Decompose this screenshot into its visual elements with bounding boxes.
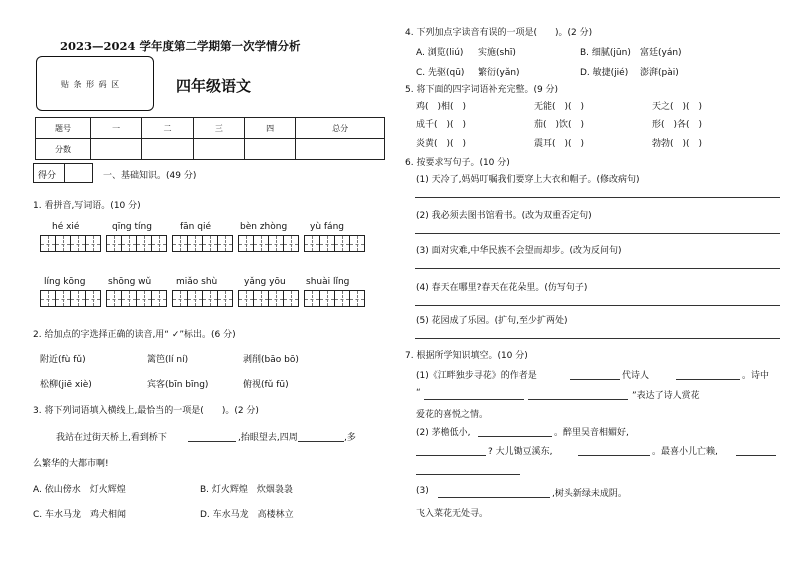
idiom-blank[interactable]: 无能( )( ) [534, 102, 585, 112]
q3-option[interactable]: B. 灯火辉煌 炊烟袅袅 [200, 485, 293, 495]
writing-grid[interactable] [172, 290, 232, 307]
page-title: 2023—2024 学年度第二学期第一次学情分析 [60, 39, 301, 53]
q6-item: (4) 春天在哪里?春天在花朵里。(仿写句子) [416, 283, 588, 293]
q7-text: 7. 根据所学知识填空。(10 分) [405, 351, 528, 361]
answer-line[interactable] [415, 305, 780, 306]
q3-sentence: 么繁华的大都市啊! [33, 459, 109, 469]
q7-line: ”表达了诗人赏花 [632, 391, 700, 401]
fill-blank[interactable] [298, 441, 344, 442]
score-header: 二 [142, 118, 193, 139]
writing-grid[interactable] [106, 290, 166, 307]
q3-option[interactable]: D. 车水马龙 高楼林立 [200, 510, 294, 520]
q7-line: ? 大儿锄豆溪东, [488, 447, 553, 457]
q4-option: 澎湃(pài) [640, 68, 679, 78]
q7-line: 爱花的喜悦之情。 [416, 410, 489, 420]
defen-label: 得分 [38, 171, 57, 181]
subject-title: 四年级语文 [176, 77, 252, 95]
q5-text: 5. 将下面的四字词语补充完整。(9 分) [405, 85, 559, 95]
fill-blank[interactable] [570, 379, 620, 380]
score-cell[interactable] [296, 139, 385, 160]
q7-line: ,树头新绿未成阴。 [552, 489, 627, 499]
q6-item: (1) 天冷了,妈妈叮嘱我们要穿上大衣和帽子。(修改病句) [416, 175, 640, 185]
answer-line[interactable] [415, 197, 780, 198]
fill-blank[interactable] [424, 399, 524, 400]
pinyin: yǎng yōu [244, 277, 286, 287]
q7-line: 。诗中 [742, 371, 770, 381]
fill-blank[interactable] [188, 441, 236, 442]
score-table [35, 117, 385, 160]
writing-grid[interactable] [106, 235, 166, 252]
q7-line: 。醉里吴音相媚好, [554, 428, 629, 438]
writing-grid[interactable] [40, 235, 100, 252]
q7-line: 。最喜小儿亡赖, [652, 447, 718, 457]
score-cell[interactable] [142, 139, 193, 160]
fill-blank[interactable] [528, 399, 628, 400]
section1-title: 一、基础知识。(49 分) [103, 171, 197, 181]
pinyin: shuài lǐng [306, 277, 350, 287]
idiom-blank[interactable]: 形( )各( ) [652, 120, 703, 130]
idiom-blank[interactable]: 鸡( )相( ) [416, 102, 467, 112]
q2-item[interactable]: 俯视(fǔ fū) [243, 380, 289, 390]
q7-line: (3) [416, 486, 429, 496]
fill-blank[interactable] [676, 379, 740, 380]
idiom-blank[interactable]: 成千( )( ) [416, 120, 467, 130]
q4-option[interactable]: C. 先驱(qū) [416, 68, 465, 78]
q2-item[interactable]: 松柳(jiē xiè) [40, 380, 92, 390]
q7-line: (2) 茅檐低小, [416, 428, 471, 438]
q3-sentence: 我站在过街天桥上,看到桥下 [56, 433, 167, 443]
q4-option[interactable]: D. 敏捷(jié) [580, 68, 629, 78]
fill-blank[interactable] [416, 455, 486, 456]
q2-item[interactable]: 宾客(bīn bīng) [147, 380, 209, 390]
fill-blank[interactable] [416, 474, 520, 475]
score-cell[interactable] [91, 139, 142, 160]
pinyin: yù fáng [310, 222, 344, 232]
score-header: 题号 [36, 118, 91, 139]
idiom-blank[interactable]: 茄( )饮( ) [534, 120, 585, 130]
writing-grid[interactable] [40, 290, 100, 307]
q3-sentence: ,多 [344, 433, 356, 443]
q3-sentence: ,抬眼望去,四周 [238, 433, 298, 443]
q2-item[interactable]: 附近(fù fǔ) [40, 355, 86, 365]
q4-option: 实施(shī) [478, 48, 516, 58]
pinyin: bèn zhòng [240, 222, 288, 232]
answer-line[interactable] [415, 268, 780, 269]
q6-text: 6. 按要求写句子。(10 分) [405, 158, 510, 168]
idiom-blank[interactable]: 震耳( )( ) [534, 139, 585, 149]
pinyin: líng kōng [44, 277, 86, 287]
fill-blank[interactable] [478, 436, 552, 437]
writing-grid[interactable] [238, 290, 298, 307]
score-label: 分数 [36, 139, 91, 160]
q4-option: 繁衍(yǎn) [478, 68, 520, 78]
q4-option[interactable]: A. 浏览(liú) [416, 48, 464, 58]
q3-option[interactable]: A. 依山傍水 灯火辉煌 [33, 485, 126, 495]
q6-item: (2) 我必须去图书馆看书。(改为双重否定句) [416, 211, 592, 221]
q1-text: 1. 看拼音,写词语。(10 分) [33, 201, 141, 211]
q7-line: 飞入菜花无处寻。 [416, 509, 489, 519]
pinyin: qīng tíng [112, 222, 152, 232]
barcode-label: 贴 条 形 码 区 [61, 80, 121, 89]
q7-line: 代诗人 [622, 371, 650, 381]
pinyin: fān qié [180, 222, 211, 232]
score-cell[interactable] [244, 139, 295, 160]
answer-line[interactable] [415, 233, 780, 234]
pinyin: miǎo shù [176, 277, 218, 287]
score-cell[interactable] [193, 139, 244, 160]
writing-grid[interactable] [304, 235, 364, 252]
q3-text: 3. 将下列词语填入横线上,最恰当的一项是( )。(2 分) [33, 406, 259, 416]
q2-item[interactable]: 篱笆(lí ní) [147, 355, 189, 365]
fill-blank[interactable] [736, 455, 776, 456]
answer-line[interactable] [415, 338, 780, 339]
q6-item: (3) 面对灾难,中华民族不会望而却步。(改为反问句) [416, 246, 622, 256]
idiom-blank[interactable]: 炎黄( )( ) [416, 139, 467, 149]
writing-grid[interactable] [238, 235, 298, 252]
q3-option[interactable]: C. 车水马龙 鸡犬相闻 [33, 510, 127, 520]
barcode-area [36, 56, 154, 111]
defen-box [33, 163, 93, 183]
pinyin: shōng wǔ [108, 277, 152, 287]
q7-line: “ [416, 388, 421, 398]
q7-line: (1)《江畔独步寻花》的作者是 [416, 371, 537, 381]
score-header: 总分 [296, 118, 385, 139]
q4-option[interactable]: B. 细腻(jūn) [580, 48, 631, 58]
fill-blank[interactable] [578, 455, 650, 456]
writing-grid[interactable] [172, 235, 232, 252]
idiom-blank[interactable]: 天之( )( ) [652, 102, 703, 112]
pinyin: hé xié [52, 222, 80, 232]
q4-option: 富廷(yán) [640, 48, 682, 58]
fill-blank[interactable] [438, 497, 550, 498]
score-header: 三 [193, 118, 244, 139]
q6-item: (5) 花园成了乐园。(扩句,至少扩两处) [416, 316, 568, 326]
q2-item[interactable]: 剥削(bāo bō) [243, 355, 299, 365]
q4-text: 4. 下列加点字读音有误的一项是( )。(2 分) [405, 28, 593, 38]
score-header: 四 [244, 118, 295, 139]
idiom-blank[interactable]: 勃勃( )( ) [652, 139, 703, 149]
score-header: 一 [91, 118, 142, 139]
q2-text: 2. 给加点的字选择正确的读音,用“ ✓”标出。(6 分) [33, 330, 236, 340]
writing-grid[interactable] [304, 290, 364, 307]
